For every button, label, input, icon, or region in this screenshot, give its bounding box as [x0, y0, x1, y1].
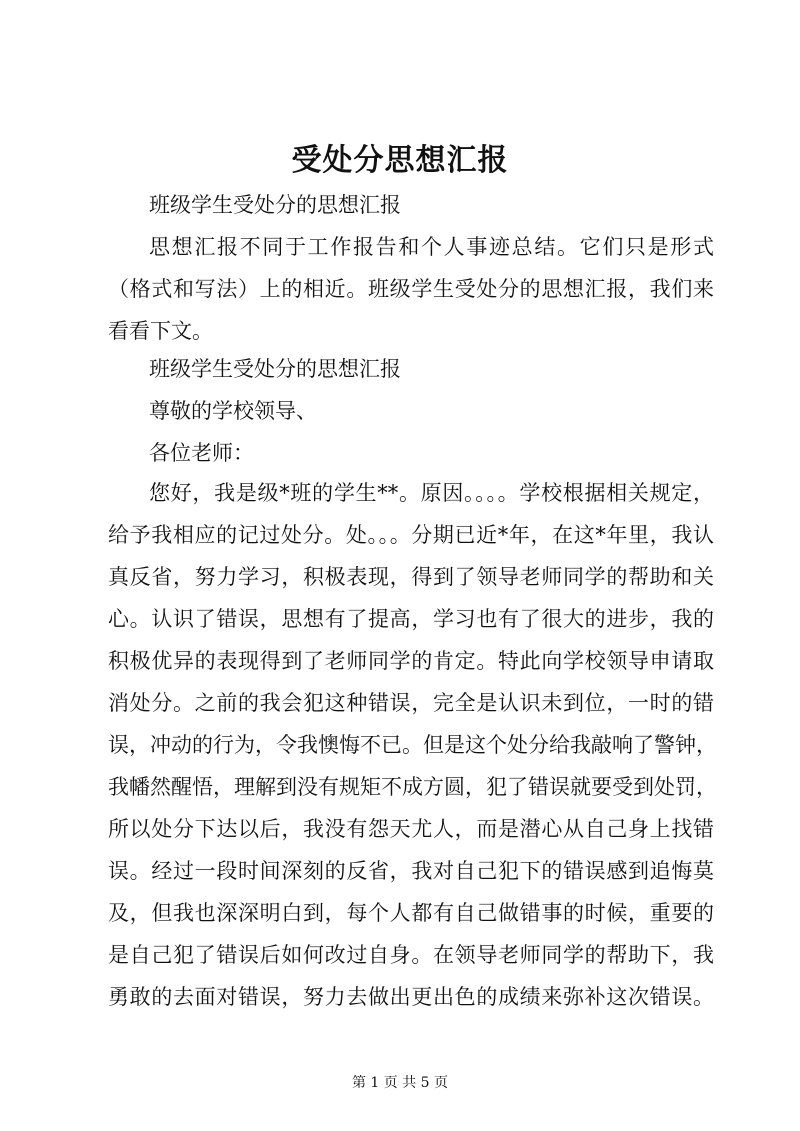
salutation-line: 各位老师： — [149, 441, 254, 465]
document-title: 受处分思想汇报 — [291, 143, 509, 178]
letter-heading: 班级学生受处分的思想汇报 — [149, 357, 401, 381]
page-footer: 第 1 页 共 5 页 — [351, 1075, 449, 1091]
paragraph-line: 思想汇报不同于工作报告和个人事迹总结。它们只是形式 — [149, 235, 714, 259]
paragraph-line: 真反省，努力学习，积极表现，得到了领导老师同学的帮助和关 — [108, 565, 714, 589]
paragraph-line: 给予我相应的记过处分。处。。。分期已近*年，在这*年里，我认 — [108, 523, 714, 547]
paragraph-line: 心。认识了错误，思想有了提高，学习也有了很大的进步，我的 — [108, 607, 714, 631]
subtitle-line: 班级学生受处分的思想汇报 — [149, 193, 401, 217]
paragraph-line: 看看下文。 — [108, 319, 213, 343]
paragraph-line: 所以处分下达以后，我没有怨天尤人，而是潜心从自己身上找错 — [108, 817, 714, 841]
paragraph-line: 及，但我也深深明白到，每个人都有自己做错事的时候，重要的 — [108, 901, 714, 925]
paragraph-line: 误。经过一段时间深刻的反省，我对自己犯下的错误感到追悔莫 — [108, 859, 714, 883]
paragraph-line: 积极优异的表现得到了老师同学的肯定。特此向学校领导申请取 — [108, 649, 714, 673]
paragraph-line: 误，冲动的行为，令我懊悔不已。但是这个处分给我敲响了警钟， — [108, 733, 717, 757]
paragraph-line: 我幡然醒悟，理解到没有规矩不成方圆，犯了错误就要受到处罚， — [108, 775, 717, 799]
paragraph-line: 消处分。之前的我会犯这种错误，完全是认识未到位，一时的错 — [108, 691, 714, 715]
paragraph-line: 您好，我是级*班的学生**。原因。。。。学校根据相关规定， — [149, 481, 714, 505]
paragraph-line: （格式和写法）上的相近。班级学生受处分的思想汇报，我们来 — [108, 277, 714, 301]
salutation-line: 尊敬的学校领导、 — [149, 399, 317, 423]
paragraph-line: 是自己犯了错误后如何改过自身。在领导老师同学的帮助下，我 — [108, 943, 714, 967]
paragraph-line: 勇敢的去面对错误，努力去做出更出色的成绩来弥补这次错误。 — [108, 985, 714, 1009]
